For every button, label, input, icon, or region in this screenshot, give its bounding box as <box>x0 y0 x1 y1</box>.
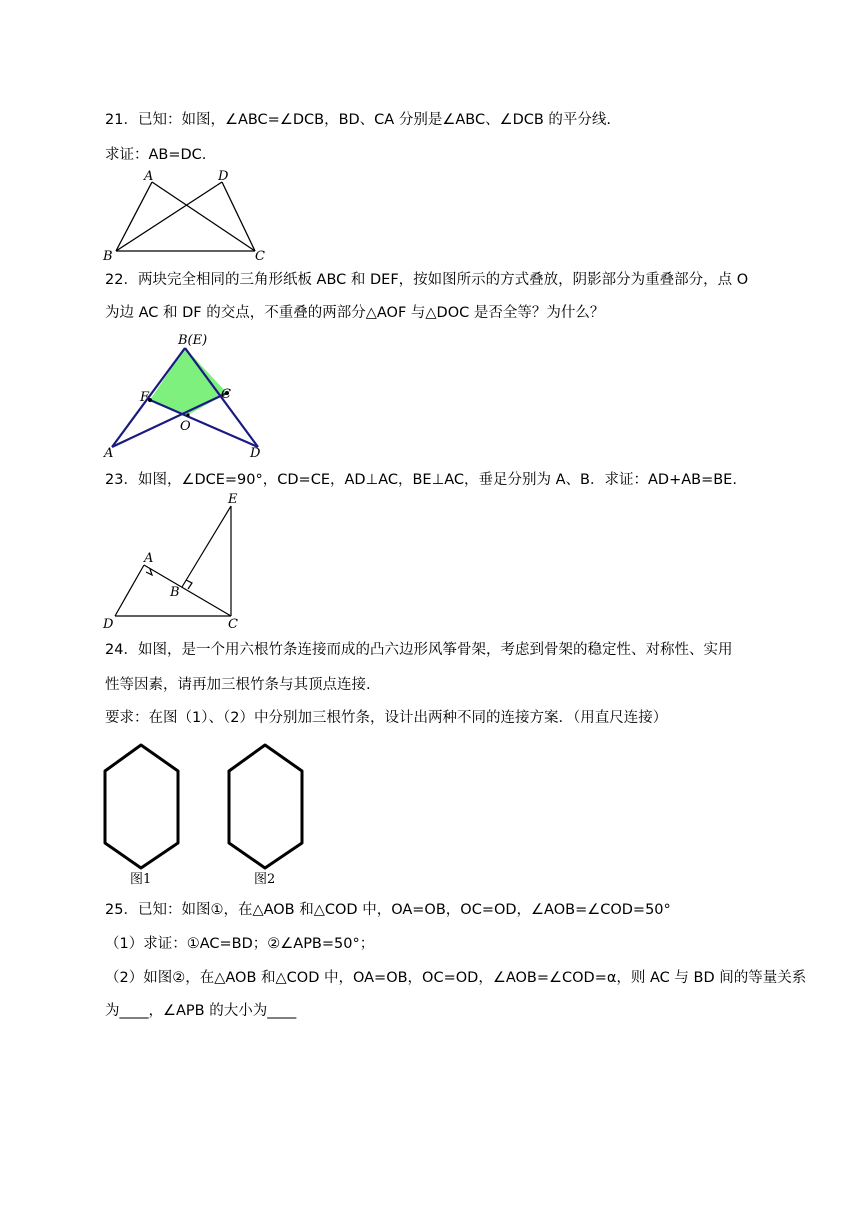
q21-line2: 求证：AB=DC. <box>105 147 207 163</box>
label-c: C <box>255 249 265 264</box>
segment-ba <box>116 182 152 251</box>
segment-bd <box>116 182 222 251</box>
q23-figure <box>100 490 260 630</box>
segment-da <box>115 565 144 616</box>
q22-line2: 为边 AC 和 DF 的交点，不重叠的两部分△AOF 与△DOC 是否全等？为什么？ <box>105 305 605 321</box>
hexagon-1 <box>105 745 178 868</box>
label-e: E <box>228 492 238 507</box>
label-a: A <box>144 551 154 566</box>
q24-line1: 24．如图，是一个用六根竹条连接而成的凸六边形风筝骨架，考虑到骨架的稳定性、对称性、实用 <box>105 642 733 658</box>
right-angle-mark-a <box>146 569 152 575</box>
caption-fig1: 图1 <box>130 872 152 885</box>
q25-line2: （1）求证：①AC=BD；②∠APB=50°； <box>105 936 375 952</box>
q25-line3: （2）如图②，在△AOB 和△COD 中，OA=OB，OC=OD，∠AOB=∠COD=α，则 AC 与 BD 间的等量关系 <box>105 970 807 986</box>
label-c: C <box>228 617 238 630</box>
label-f: F <box>140 390 150 405</box>
label-a: A <box>144 169 154 184</box>
caption-fig2: 图2 <box>254 872 276 885</box>
segment-ac <box>144 565 231 616</box>
label-a: A <box>104 446 114 460</box>
q24-line2: 性等因素，请再加三根竹条与其顶点连接. <box>105 677 371 693</box>
label-c: C <box>221 387 231 402</box>
q23-line1: 23．如图，∠DCE=90°，CD=CE，AD⊥AC，BE⊥AC，垂足分别为 A、B．求证：AD+AB=BE. <box>105 472 737 488</box>
q22-figure <box>100 330 270 460</box>
right-angle-mark-b <box>186 580 192 589</box>
label-b: B <box>170 585 180 600</box>
q25-line4: 为____，∠APB 的大小为____ <box>105 1003 297 1019</box>
segment-eb <box>182 506 231 587</box>
hexagon-2 <box>229 745 302 868</box>
q24-figure <box>100 735 310 885</box>
q22-line1: 22．两块完全相同的三角形纸板 ABC 和 DEF，按如图所示的方式叠放，阴影部分为重叠部分，点 O <box>105 272 749 288</box>
q24-line3: 要求：在图（1）、（2）中分别加三根竹条，设计出两种不同的连接方案．（用直尺连接） <box>105 710 668 726</box>
label-d: D <box>103 617 114 630</box>
q21-figure <box>100 165 270 265</box>
q25-line1: 25．已知：如图①，在△AOB 和△COD 中，OA=OB，OC=OD，∠AOB=∠COD=50° <box>105 902 671 918</box>
label-o: O <box>180 419 191 434</box>
segment-ca <box>152 182 255 251</box>
label-be: B(E) <box>178 333 208 348</box>
q21-line1: 21．已知：如图，∠ABC=∠DCB，BD、CA 分别是∠ABC、∠DCB 的平分线. <box>105 112 612 128</box>
label-d: D <box>218 169 229 184</box>
label-d: D <box>250 446 261 460</box>
label-b: B <box>103 249 113 264</box>
